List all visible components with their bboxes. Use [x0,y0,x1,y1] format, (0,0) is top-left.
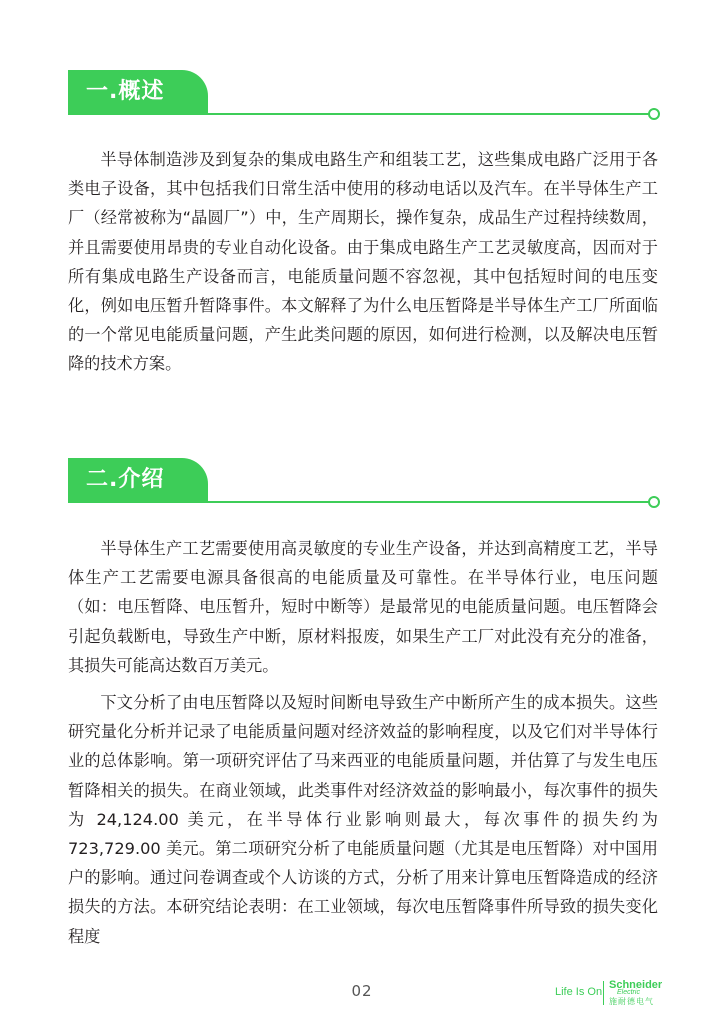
paragraph: 半导体制造涉及到复杂的集成电路生产和组装工艺，这些集成电路广泛用于各类电子设备，其中包括我们日常生活中使用的移动电话以及汽车。在半导体生产工厂（经常被称为“晶圆厂”）中，生产周期长，操作复杂，成品生产过程持续数周，并且需要使用昂贵的专业自动化设备。由于集成电路生产工艺灵敏度高，因而对于所有集成电路生产设备而言，电能质量问题不容忽视，其中包括短时间的电压变化，例如电压暂升暂降事件。本文解释了为什么电压暂降是半导体生产工厂所面临的一个常见电能质量问题，产生此类问题的原因，如何进行检测，以及解决电压暂降的技术方案。 [68,150,658,374]
section-title: 一.概述 [86,79,165,104]
brand-name: Schneider [609,979,663,991]
section-tab [68,70,208,114]
logo-divider [603,981,604,1005]
schneider-logo [555,978,670,1008]
paragraph: 下文分析了由电压暂降以及短时间断电导致生产中断所产生的成本损失。这些研究量化分析并记录了电能质量问题对经济效益的影响程度，以及它们对半导体行业的总体影响。第一项研究评估了马来西亚的电能质量问题，并估算了与发生电压暂降相关的损失。在商业领域，此类事件对经济效益的影响最小，每次事件的损失为 24,124.00 美元，在半导体行业影响则最大，每次事件的损失约为 723,729.00 美元。第二项研究分析了电能质量问题（尤其是电压暂降）对中国用户的影响。通过问卷调查或个人访谈的方式，分析了用来计算电压暂降造成的经济损失的方法。本研究结论表明：在工业领域，每次电压暂降事件所导致的损失变化程度 [68,693,658,946]
section-title: 二.介绍 [86,467,165,492]
brand-sub: Electric [617,989,640,996]
section-divider [68,113,650,115]
section-header-overview [68,70,660,116]
paragraph: 半导体生产工艺需要使用高灵敏度的专业生产设备，并达到高精度工艺，半导体生产工艺需要电源具备很高的电能质量及可靠性。在半导体行业，电压问题（如：电压暂降、电压暂升，短时中断等）是最常见的电能质量问题。电压暂降会引起负载断电，导致生产中断，原材料报废，如果生产工厂对此没有充分的准备，其损失可能高达数百万美元。 [68,539,658,675]
page-number: 02 [351,982,373,1000]
section-divider [68,501,650,503]
section-header-introduction [68,458,660,504]
section-body-overview [68,145,658,387]
section-body-introduction [68,534,658,959]
circle-dot-icon [648,108,660,120]
circle-dot-icon [648,496,660,508]
section-tab [68,458,208,502]
tagline: Life Is On [555,986,603,998]
brand-cn: 施耐德电气 [609,997,654,1006]
